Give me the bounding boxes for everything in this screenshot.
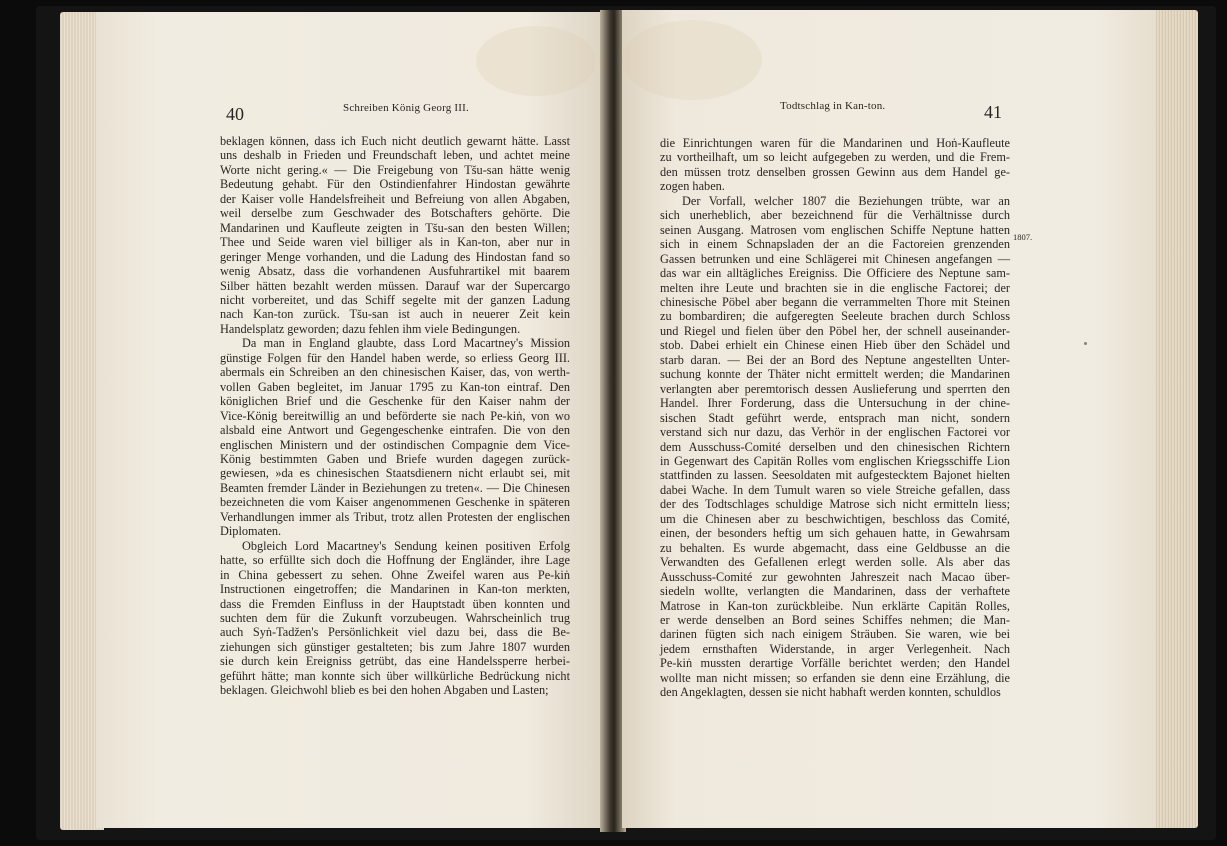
text-line: um die Chinesen aber zu beschwichtigen, beschloss das Comité, xyxy=(660,511,1010,526)
text-line: der Kaiser volle Handelsfreiheit und Befreiung von allen Abgaben, xyxy=(220,191,570,206)
text-line: melten ihre Leute und brachten sie in die englische Factorei; der xyxy=(660,280,1010,295)
text-line: Bedeutung gehabt. Für den Ostindienfahrer Hindostan gewährte xyxy=(220,177,570,192)
text-line: stattfinden zu lassen. Seesoldaten mit aufgestecktem Bajonet hielten xyxy=(660,468,1010,483)
text-line: zu vortheilhaft, um so leicht aufgegeben zu werden, und die Frem- xyxy=(660,150,1010,165)
text-line: geführt hätte; man konnte sich über willkürliche Bedrückung nicht xyxy=(220,668,570,683)
text-line: ziehungen sich günstiger gestalteten; bis zum Jahre 1807 wurden xyxy=(220,639,570,654)
text-line: sich in einem Schnapsladen der an die Factoreien grenzenden xyxy=(660,237,1010,252)
text-line: das war ein alltägliches Ereigniss. Die Officiere des Neptune sam- xyxy=(660,266,1010,281)
text-line: König bestimmten Gaben und Briefe wurden dagegen zurück- xyxy=(220,451,570,466)
text-line: königlichen Brief und die Geschenke für den Kaiser nahm der xyxy=(220,394,570,409)
text-line: suchten dem für die Zukunft vorzubeugen. Wahrscheinlich trug xyxy=(220,610,570,625)
text-line: gewiesen, »da es chinesischen Staatsdienern nicht erlaubt sei, mit xyxy=(220,466,570,481)
left-running-head: Schreiben König Georg III. xyxy=(343,102,469,114)
text-line: verstand sich nur dazu, das Verhör in der englischen Factorei vor xyxy=(660,425,1010,440)
text-line: suchung konnte der Thäter nicht ermittelt werden; die Mandarinen xyxy=(660,367,1010,382)
text-line: beklagen können, dass ich Euch nicht deutlich gewarnt hätte. Lasst xyxy=(220,134,570,148)
text-line: englischen Ministern und der ostindischen Compagnie dem Vice- xyxy=(220,437,570,452)
text-line: Matrose in Kan-ton zurückbleibe. Nun erklärte Capitän Rolles, xyxy=(660,598,1010,613)
text-line: zu behalten. Es wurde abgemacht, dass eine Geldbusse an die xyxy=(660,540,1010,555)
text-line: günstige Folgen für den Handel haben werde, so erliess Georg III. xyxy=(220,350,570,365)
text-line: siedeln wollte, verlangten die Mandarinen, dass der verhaftete xyxy=(660,584,1010,599)
text-line: Vice-König bereitwillig an und beförderte sie nach Pe-kiṅ, von wo xyxy=(220,408,570,423)
text-line: auch Syṅ-Tadžen's Persönlichkeit viel dazu bei, dass die Be- xyxy=(220,625,570,640)
text-line: der des Todtschlages schuldige Matrose sich nicht ermitteln liess; xyxy=(660,497,1010,512)
margin-note: 1807. xyxy=(1013,232,1033,242)
text-line: hatte, so erfüllte sich doch die Hoffnung der Engländer, ihre Lage xyxy=(220,553,570,568)
text-line: Obgleich Lord Macartney's Sendung keinen positiven Erfolg xyxy=(242,538,570,553)
text-line: nach Kan-ton zurück. Tšu-san ist auch in neuerer Zeit kein xyxy=(220,307,570,322)
text-line: sischen Stadt geführt werde, entsprach man nicht, sondern xyxy=(660,410,1010,425)
text-line: seinen Ausgang. Matrosen vom englischen Schiffe Neptune hatten xyxy=(660,222,1010,237)
text-line: verlangten aber peremtorisch dessen Auslieferung und sperrten den xyxy=(660,381,1010,396)
text-line: einen, der besonders heftig um sich gehauen hatte, in Gewahrsam xyxy=(660,526,1010,541)
text-line: starb daran. — Bei der an Bord des Neptune angestellten Unter- xyxy=(660,352,1010,367)
text-line: geringer Menge vorhanden, und die Ladung des Hindostan fand so xyxy=(220,249,570,264)
text-line: zogen haben. xyxy=(660,179,725,194)
text-line: Mandarinen und Kaufleute zeigten in Tšu-san den besten Willen; xyxy=(220,220,570,235)
text-line: Thee und Seide waren viel billiger als in Kan-ton, aber nur in xyxy=(220,235,570,250)
text-line: zu bombardiren; die aufgeregten Seeleute brachen durch Schloss xyxy=(660,309,1010,324)
text-line: Gassen betrunken und eine Schlägerei mit Chinesen angefangen — xyxy=(660,251,1010,266)
text-line: in China gebessert zu sehen. Ohne Zweifel waren aus Pe-kiṅ xyxy=(220,567,570,582)
text-line: Da man in England glaubte, dass Lord Macartney's Mission xyxy=(242,336,570,351)
text-line: dass die Fremden Einfluss in der Hauptstadt üben konnten und xyxy=(220,596,570,611)
text-line: dabei Wache. In dem Tumult waren so viele Streiche gefallen, dass xyxy=(660,482,1010,497)
text-line: Silber hätten bezahlt werden müssen. Darauf war der Supercargo xyxy=(220,278,570,293)
text-line: Instructionen eingetroffen; die Mandarinen in Kan-ton merkten, xyxy=(220,582,570,597)
left-page-number: 40 xyxy=(226,104,244,124)
right-page xyxy=(622,10,1156,828)
text-line: Worte nicht gering.« — Die Freigebung von Tšu-san hätte wenig xyxy=(220,162,570,177)
text-line: den Angeklagten, dessen sie nicht habhaft werden konnten, schuldlos xyxy=(660,685,1001,700)
text-line: die Einrichtungen waren für die Mandarinen und Hoṅ-Kaufleute xyxy=(660,136,1010,150)
right-body-text xyxy=(660,136,1010,700)
text-line: bezeichneten die vom Kaiser angenommenen Geschenke in späteren xyxy=(220,495,570,510)
text-line: dem Ausschuss-Comité derselben und den chinesischen Richtern xyxy=(660,439,1010,454)
text-line: uns deshalb in Frieden und Freundschaft leben, und achtet meine xyxy=(220,148,570,163)
text-line: Beamten fremder Länder in Beziehungen zu treten«. — Die Chinesen xyxy=(220,480,570,495)
text-line: vollen Gaben begleitet, im Januar 1795 zu Kan-ton eintraf. Den xyxy=(220,379,570,394)
text-line: wenig Absatz, dass die vorhandenen Ausfuhrartikel mit baarem xyxy=(220,264,570,279)
text-line: chinesische Pöbel aber begann die verrammelten Thore mit Steinen xyxy=(660,294,1010,309)
text-line: Diplomaten. xyxy=(220,524,282,539)
text-line: jedem ernsthaften Widerstande, in arger Verlegenheit. Nach xyxy=(660,641,1010,656)
text-line: Handelsplatz geworden; dazu fehlen ihm viele Bedingungen. xyxy=(220,321,521,336)
text-line: alsbald eine Antwort und Gegengeschenke eintrafen. Die von den xyxy=(220,423,570,438)
text-line: nicht vorbereitet, und das Schiff segelte mit der ganzen Ladung xyxy=(220,292,570,307)
right-running-head: Todtschlag in Kan-ton. xyxy=(780,100,886,112)
text-line: weil derselbe zum Geschwader des Botschafters gehörte. Die xyxy=(220,206,570,221)
text-line: sich unerheblich, aber bezeichnend für die Verhältnisse durch xyxy=(660,208,1010,223)
text-line: beklagen. Gleichwohl blieb es bei den hohen Abgaben und Lasten; xyxy=(220,683,549,698)
page-speck xyxy=(1084,342,1087,345)
text-line: Ausschuss-Comité zur gewohnten Jahreszeit nach Macao über- xyxy=(660,569,1010,584)
text-line: Pe-kiṅ mussten derartige Vorfälle berichtet werden; den Handel xyxy=(660,656,1010,671)
text-line: stob. Dabei erhielt ein Chinese einen Hieb über den Schädel und xyxy=(660,338,1010,353)
text-line: sie durch kein Ereigniss getrübt, das eine Handelssperre herbei- xyxy=(220,654,570,669)
text-line: Verhandlungen immer als Tribut, trotz allen Protesten der englischen xyxy=(220,509,570,524)
left-page xyxy=(96,12,604,828)
text-line: in Gegenwart des Capitän Rolles vom englischen Kriegsschiffe Lion xyxy=(660,453,1010,468)
text-line: Der Vorfall, welcher 1807 die Beziehungen trübte, war an xyxy=(682,193,1010,208)
text-line: er werde denselben an Bord seines Schiffes nehmen; die Man- xyxy=(660,612,1010,627)
text-line: darinen fügten sich nach einigem Sträuben. Sie waren, wie bei xyxy=(660,627,1010,642)
right-page-number: 41 xyxy=(984,102,1002,122)
paper-stain xyxy=(622,20,762,100)
text-line: und Riegel und fielen über den Pöbel her, der schnell auseinander- xyxy=(660,323,1010,338)
text-line: abermals ein Schreiben an den chinesischen Kaiser, das, von werth- xyxy=(220,365,570,380)
paper-stain xyxy=(476,26,596,96)
left-body-text xyxy=(220,134,570,698)
text-line: Verwandten des Gefallenen erlegt werden solle. Als aber das xyxy=(660,555,1010,570)
text-line: wollte man nicht missen; so erfanden sie denn eine Erzählung, die xyxy=(660,670,1010,685)
text-line: Handel. Ihrer Forderung, dass die Untersuchung in der chine- xyxy=(660,396,1010,411)
text-line: den müssen trotz denselben grossen Gewinn aus dem Handel ge- xyxy=(660,164,1010,179)
right-page-edges xyxy=(1150,10,1198,828)
